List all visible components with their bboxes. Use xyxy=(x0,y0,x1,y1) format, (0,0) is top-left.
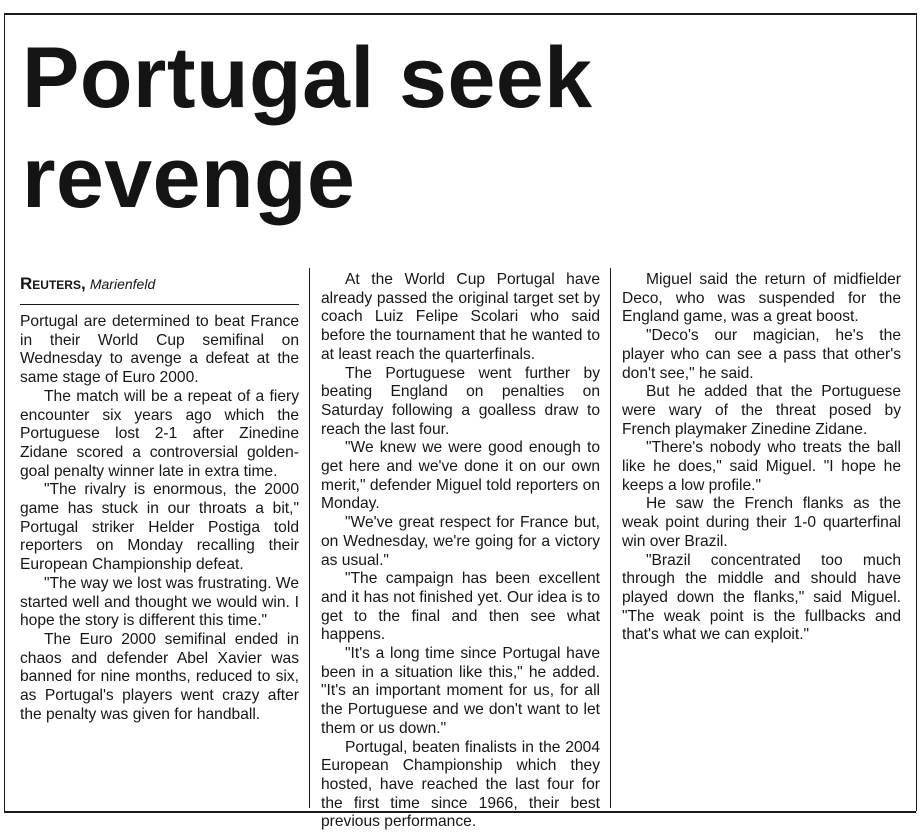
right-border xyxy=(916,13,917,811)
paragraph: "It's a long time since Portugal have been in a situation like this," he added. "It's an important moment for us, for all the Portuguese and we don't want to let them or us down." xyxy=(321,645,600,737)
dateline xyxy=(20,275,299,305)
paragraph: Miguel said the return of midfielder Deco, who was suspended for the England game, was a great boost. xyxy=(622,271,901,326)
paragraph: But he added that the Portuguese were wary of the threat posed by French playmaker Zinedine Zidane. xyxy=(622,383,901,438)
paragraph: "The rivalry is enormous, the 2000 game has stuck in our throats a bit," Portugal striker Helder Postiga told reporters on Monday recalling their European Championship defeat. xyxy=(20,481,299,574)
column-divider xyxy=(610,268,611,808)
headline: Portugal seek revenge xyxy=(22,30,593,226)
paragraph: "Deco's our magician, he's the player who can see a pass that other's don't see," he said. xyxy=(622,327,901,382)
dateline-agency: Reuters, xyxy=(20,274,86,293)
paragraph: "Brazil concentrated too much through the middle and should have played down the flanks," said Miguel. "The weak point is the fullbacks and that's what we can exploit." xyxy=(622,551,901,644)
paragraph: He saw the French flanks as the weak point during their 1-0 quarterfinal win over Brazil. xyxy=(622,495,901,550)
dateline-place: Marienfeld xyxy=(89,276,156,292)
paragraph: The match will be a repeat of a fiery encounter six years ago which the Portuguese lost 2-1 after Zinedine Zidane scored a controversial golden-goal penalty winner late in extra time. xyxy=(20,387,299,480)
bottom-rule xyxy=(4,811,916,813)
column-divider xyxy=(309,268,310,808)
left-border xyxy=(4,13,5,811)
paragraph: Portugal are determined to beat France in their World Cup semifinal on Wednesday to avenge a defeat at the same stage of Euro 2000. xyxy=(20,313,299,387)
paragraph: "The way we lost was frustrating. We started well and thought we would win. I hope the story is different this time." xyxy=(20,574,299,630)
paragraph: Portugal, beaten finalists in the 2004 European Championship which they hosted, have reached the last four for the first time since 1966, their best previous performance. xyxy=(321,738,600,831)
paragraph: "We knew we were good enough to get here and we've done it on our own merit," defender Miguel told reporters on Monday. xyxy=(321,439,600,513)
paragraph: The Euro 2000 semifinal ended in chaos and defender Abel Xavier was banned for nine months, reduced to six, as Portugal's players went crazy after the penalty was given for handball. xyxy=(20,630,299,723)
column-3 xyxy=(622,271,901,645)
paragraph: The Portuguese went further by beating England on penalties on Saturday following a goalless draw to reach the last four. xyxy=(321,364,600,438)
top-rule xyxy=(4,13,916,15)
column-2 xyxy=(321,271,600,832)
paragraph: At the World Cup Portugal have already passed the original target set by coach Luiz Felipe Scolari who said before the tournament that he wanted to at least reach the quarterfinals. xyxy=(321,271,600,363)
paragraph: "We've great respect for France but, on Wednesday, we're going for a victory as usual." xyxy=(321,514,600,569)
column-1 xyxy=(20,275,299,724)
paragraph: "There's nobody who treats the ball like he does," said Miguel. "I hope he keeps a low profile." xyxy=(622,439,901,494)
paragraph: "The campaign has been excellent and it has not finished yet. Our idea is to get to the final and then see what happens. xyxy=(321,570,600,644)
